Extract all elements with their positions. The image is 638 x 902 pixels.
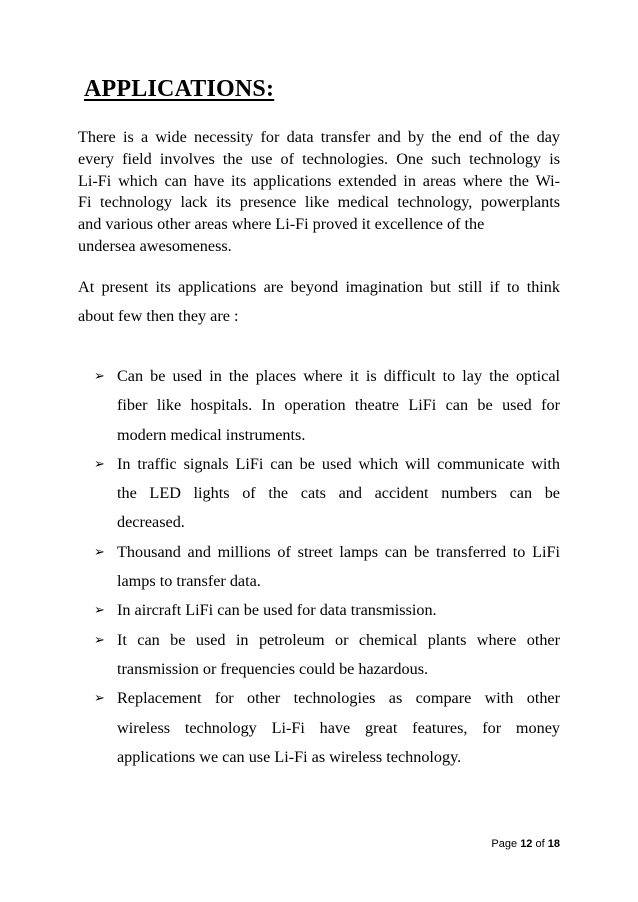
text-line: Fi technology lack its presence like medical technology, powerplants <box>78 193 560 212</box>
text-line: wireless technology Li-Fi have great features, for money <box>117 718 560 737</box>
arrow-bullet-icon: ➢ <box>94 603 105 619</box>
section-heading: APPLICATIONS: <box>84 76 275 102</box>
applications-list <box>94 362 560 772</box>
text-line: In aircraft LiFi can be used for data transmission. <box>117 601 437 620</box>
lead-paragraph <box>78 273 560 330</box>
text-line: undersea awesomeness. <box>78 236 232 255</box>
text-line: every field involves the use of technologies. One such technology is <box>78 149 560 168</box>
text-line: about few then they are : <box>78 306 239 325</box>
list-item <box>94 362 560 450</box>
text-line: Replacement for other technologies as compare with other <box>117 689 560 708</box>
intro-paragraph <box>78 127 560 258</box>
text-line: fiber like hospitals. In operation theatre LiFi can be used for <box>117 396 560 415</box>
page-word: Page <box>491 838 518 850</box>
text-line: and various other areas where Li-Fi proved it excellence of the <box>78 215 485 234</box>
text-line: Li-Fi which can have its applications extended in areas where the Wi- <box>78 171 560 190</box>
arrow-bullet-icon: ➢ <box>94 544 105 560</box>
text-line: There is a wide necessity for data transfer and by the end of the day <box>78 128 560 146</box>
page-number-footer <box>491 838 560 850</box>
list-item <box>94 450 560 538</box>
text-line: lamps to transfer data. <box>117 572 261 591</box>
text-line: Thousand and millions of street lamps can be transferred to LiFi <box>117 542 560 561</box>
current-page-number: 12 <box>520 838 533 850</box>
list-item <box>94 596 560 625</box>
total-pages-number: 18 <box>547 838 560 850</box>
text-line: Can be used in the places where it is difficult to lay the optical <box>117 367 560 385</box>
text-line: In traffic signals LiFi can be used which will communicate with <box>117 454 560 473</box>
text-line: modern medical instruments. <box>117 425 306 444</box>
arrow-bullet-icon: ➢ <box>94 369 105 384</box>
text-line: transmission or frequencies could be hazardous. <box>117 659 429 678</box>
list-item <box>94 626 560 685</box>
arrow-bullet-icon: ➢ <box>94 691 105 707</box>
text-line: applications we can use Li-Fi as wireless technology. <box>117 747 462 766</box>
text-line: decreased. <box>117 513 185 532</box>
text-line: the LED lights of the cats and accident numbers can be <box>117 484 560 503</box>
text-line: At present its applications are beyond imagination but still if to think <box>78 278 560 296</box>
text-line: It can be used in petroleum or chemical plants where other <box>117 630 560 649</box>
of-word: of <box>535 838 545 850</box>
list-item <box>94 538 560 597</box>
arrow-bullet-icon: ➢ <box>94 456 105 472</box>
list-item <box>94 684 560 772</box>
arrow-bullet-icon: ➢ <box>94 632 105 648</box>
